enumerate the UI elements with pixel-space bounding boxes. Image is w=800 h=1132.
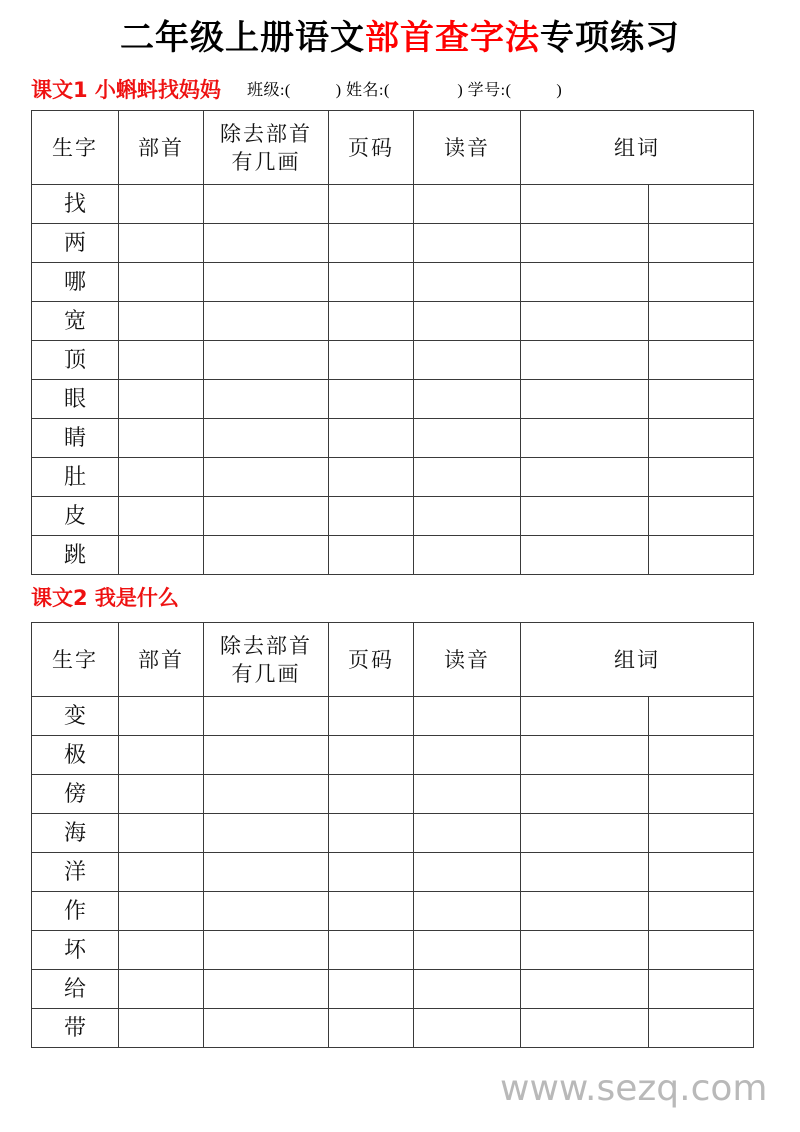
cell-duyin[interactable] [414, 853, 521, 892]
cell-shengzi: 皮 [32, 497, 119, 536]
table-row [32, 224, 754, 263]
col-header-shengzi: 生字 [32, 111, 119, 185]
cell-shengzi: 傍 [32, 775, 119, 814]
cell-duyin[interactable] [414, 302, 521, 341]
cell-yema[interactable] [329, 302, 414, 341]
table-row [32, 892, 754, 931]
lesson-1-table-head [32, 111, 754, 185]
cell-zuci-b[interactable] [649, 302, 754, 341]
cell-bushou[interactable] [119, 263, 204, 302]
cell-zuci-b[interactable] [649, 419, 754, 458]
cell-bihua[interactable] [204, 224, 329, 263]
cell-bihua[interactable] [204, 419, 329, 458]
cell-bushou[interactable] [119, 970, 204, 1009]
cell-shengzi: 宽 [32, 302, 119, 341]
cell-bushou[interactable] [119, 697, 204, 736]
table-header-row [32, 111, 754, 185]
col-header-bihua [204, 623, 329, 697]
cell-bihua[interactable] [204, 697, 329, 736]
cell-zuci-b[interactable] [649, 380, 754, 419]
cell-shengzi: 带 [32, 1009, 119, 1048]
col-header-yema: 页码 [329, 623, 414, 697]
cell-bihua[interactable] [204, 1009, 329, 1048]
cell-duyin[interactable] [414, 736, 521, 775]
cell-bushou[interactable] [119, 497, 204, 536]
cell-bihua[interactable] [204, 302, 329, 341]
cell-yema[interactable] [329, 892, 414, 931]
student-info-line: 班级:( ) 姓名:( ) 学号:( ) [246, 82, 563, 99]
cell-shengzi: 海 [32, 814, 119, 853]
cell-shengzi: 坏 [32, 931, 119, 970]
cell-zuci-a[interactable] [521, 341, 649, 380]
cell-bushou[interactable] [119, 224, 204, 263]
cell-yema[interactable] [329, 970, 414, 1009]
col-header-zuci: 组词 [521, 111, 754, 185]
cell-zuci-b[interactable] [649, 775, 754, 814]
cell-bihua[interactable] [204, 380, 329, 419]
cell-bushou[interactable] [119, 185, 204, 224]
cell-duyin[interactable] [414, 185, 521, 224]
lesson-2-heading: 课文2 我是什么 [31, 586, 179, 610]
cell-yema[interactable] [329, 814, 414, 853]
cell-shengzi: 跳 [32, 536, 119, 575]
cell-zuci-b[interactable] [649, 497, 754, 536]
cell-bihua[interactable] [204, 775, 329, 814]
cell-duyin[interactable] [414, 1009, 521, 1048]
cell-yema[interactable] [329, 419, 414, 458]
lesson-1-header-row [31, 72, 761, 102]
cell-bihua[interactable] [204, 458, 329, 497]
lesson-1-table-body [32, 185, 754, 575]
cell-bihua[interactable] [204, 931, 329, 970]
cell-duyin[interactable] [414, 892, 521, 931]
cell-bushou[interactable] [119, 736, 204, 775]
table-row [32, 263, 754, 302]
cell-zuci-a[interactable] [521, 931, 649, 970]
cell-yema[interactable] [329, 497, 414, 536]
cell-yema[interactable] [329, 380, 414, 419]
page-title-suffix: 专项练习 [540, 20, 680, 57]
cell-bihua[interactable] [204, 185, 329, 224]
col-header-bihua-line1: 除去部首 [220, 121, 312, 146]
cell-bushou[interactable] [119, 419, 204, 458]
table-row [32, 775, 754, 814]
cell-shengzi: 顶 [32, 341, 119, 380]
cell-zuci-a[interactable] [521, 853, 649, 892]
cell-duyin[interactable] [414, 931, 521, 970]
table-row [32, 185, 754, 224]
cell-zuci-b[interactable] [649, 814, 754, 853]
cell-bihua[interactable] [204, 892, 329, 931]
cell-shengzi: 极 [32, 736, 119, 775]
cell-zuci-a[interactable] [521, 1009, 649, 1048]
table-row [32, 931, 754, 970]
cell-zuci-b[interactable] [649, 458, 754, 497]
cell-zuci-a[interactable] [521, 224, 649, 263]
cell-duyin[interactable] [414, 263, 521, 302]
cell-zuci-a[interactable] [521, 775, 649, 814]
cell-yema[interactable] [329, 341, 414, 380]
cell-yema[interactable] [329, 458, 414, 497]
cell-zuci-b[interactable] [649, 263, 754, 302]
cell-bushou[interactable] [119, 458, 204, 497]
table-row [32, 736, 754, 775]
table-row [32, 497, 754, 536]
col-header-yema: 页码 [329, 111, 414, 185]
cell-bihua[interactable] [204, 263, 329, 302]
cell-duyin[interactable] [414, 380, 521, 419]
table-row [32, 380, 754, 419]
cell-duyin[interactable] [414, 224, 521, 263]
site-watermark: www.sezq.com [500, 1068, 768, 1109]
cell-duyin[interactable] [414, 970, 521, 1009]
lesson-1-heading: 课文1 小蝌蚪找妈妈 [31, 78, 221, 102]
cell-zuci-b[interactable] [649, 536, 754, 575]
cell-duyin[interactable] [414, 497, 521, 536]
cell-shengzi: 作 [32, 892, 119, 931]
cell-zuci-a[interactable] [521, 814, 649, 853]
cell-zuci-b[interactable] [649, 1009, 754, 1048]
cell-yema[interactable] [329, 736, 414, 775]
cell-zuci-a[interactable] [521, 263, 649, 302]
col-header-bihua [204, 111, 329, 185]
cell-duyin[interactable] [414, 775, 521, 814]
cell-bihua[interactable] [204, 970, 329, 1009]
cell-duyin[interactable] [414, 419, 521, 458]
cell-duyin[interactable] [414, 341, 521, 380]
table-row [32, 419, 754, 458]
cell-zuci-a[interactable] [521, 970, 649, 1009]
col-header-bihua-line2: 有几画 [231, 661, 301, 686]
table-row [32, 853, 754, 892]
cell-duyin[interactable] [414, 814, 521, 853]
cell-bushou[interactable] [119, 931, 204, 970]
cell-bihua[interactable] [204, 814, 329, 853]
cell-yema[interactable] [329, 697, 414, 736]
cell-bihua[interactable] [204, 341, 329, 380]
cell-yema[interactable] [329, 185, 414, 224]
cell-shengzi: 睛 [32, 419, 119, 458]
col-header-bushou: 部首 [119, 623, 204, 697]
table-row [32, 341, 754, 380]
cell-zuci-a[interactable] [521, 697, 649, 736]
cell-zuci-a[interactable] [521, 536, 649, 575]
cell-bushou[interactable] [119, 1009, 204, 1048]
cell-yema[interactable] [329, 263, 414, 302]
cell-zuci-a[interactable] [521, 302, 649, 341]
cell-zuci-b[interactable] [649, 185, 754, 224]
cell-zuci-a[interactable] [521, 419, 649, 458]
table-row [32, 697, 754, 736]
col-header-duyin: 读音 [414, 623, 521, 697]
cell-yema[interactable] [329, 224, 414, 263]
cell-zuci-b[interactable] [649, 853, 754, 892]
cell-zuci-b[interactable] [649, 224, 754, 263]
cell-zuci-a[interactable] [521, 892, 649, 931]
page-title [0, 18, 800, 60]
cell-shengzi: 哪 [32, 263, 119, 302]
lesson-1-table [31, 110, 754, 575]
cell-bushou[interactable] [119, 341, 204, 380]
lesson-2-table [31, 622, 754, 1048]
cell-yema[interactable] [329, 1009, 414, 1048]
cell-zuci-b[interactable] [649, 341, 754, 380]
col-header-zuci: 组词 [521, 623, 754, 697]
lesson-2-table-head [32, 623, 754, 697]
cell-bushou[interactable] [119, 892, 204, 931]
table-header-row [32, 623, 754, 697]
cell-zuci-b[interactable] [649, 697, 754, 736]
cell-zuci-a[interactable] [521, 736, 649, 775]
col-header-bushou: 部首 [119, 111, 204, 185]
table-row [32, 302, 754, 341]
cell-yema[interactable] [329, 853, 414, 892]
page-title-prefix: 二年级上册语文 [120, 20, 365, 57]
cell-zuci-a[interactable] [521, 497, 649, 536]
cell-bushou[interactable] [119, 380, 204, 419]
lesson-2-table-body [32, 697, 754, 1048]
page-title-highlight: 部首查字法 [365, 20, 540, 57]
table-row [32, 1009, 754, 1048]
col-header-duyin: 读音 [414, 111, 521, 185]
cell-bushou[interactable] [119, 853, 204, 892]
table-row [32, 814, 754, 853]
cell-zuci-b[interactable] [649, 892, 754, 931]
cell-bihua[interactable] [204, 853, 329, 892]
cell-shengzi: 肚 [32, 458, 119, 497]
cell-duyin[interactable] [414, 458, 521, 497]
cell-shengzi: 洋 [32, 853, 119, 892]
cell-yema[interactable] [329, 536, 414, 575]
table-row [32, 458, 754, 497]
col-header-bihua-line2: 有几画 [231, 149, 301, 174]
table-row [32, 970, 754, 1009]
cell-bihua[interactable] [204, 497, 329, 536]
table-row [32, 536, 754, 575]
cell-bushou[interactable] [119, 536, 204, 575]
cell-zuci-b[interactable] [649, 931, 754, 970]
cell-zuci-a[interactable] [521, 380, 649, 419]
cell-shengzi: 眼 [32, 380, 119, 419]
cell-duyin[interactable] [414, 697, 521, 736]
col-header-shengzi: 生字 [32, 623, 119, 697]
cell-zuci-a[interactable] [521, 185, 649, 224]
cell-shengzi: 变 [32, 697, 119, 736]
cell-zuci-b[interactable] [649, 970, 754, 1009]
cell-bihua[interactable] [204, 536, 329, 575]
cell-yema[interactable] [329, 931, 414, 970]
cell-bushou[interactable] [119, 814, 204, 853]
cell-yema[interactable] [329, 775, 414, 814]
cell-duyin[interactable] [414, 536, 521, 575]
cell-zuci-b[interactable] [649, 736, 754, 775]
cell-bushou[interactable] [119, 775, 204, 814]
col-header-bihua-line1: 除去部首 [220, 633, 312, 658]
cell-zuci-a[interactable] [521, 458, 649, 497]
cell-shengzi: 给 [32, 970, 119, 1009]
cell-bihua[interactable] [204, 736, 329, 775]
cell-bushou[interactable] [119, 302, 204, 341]
cell-shengzi: 找 [32, 185, 119, 224]
cell-shengzi: 两 [32, 224, 119, 263]
